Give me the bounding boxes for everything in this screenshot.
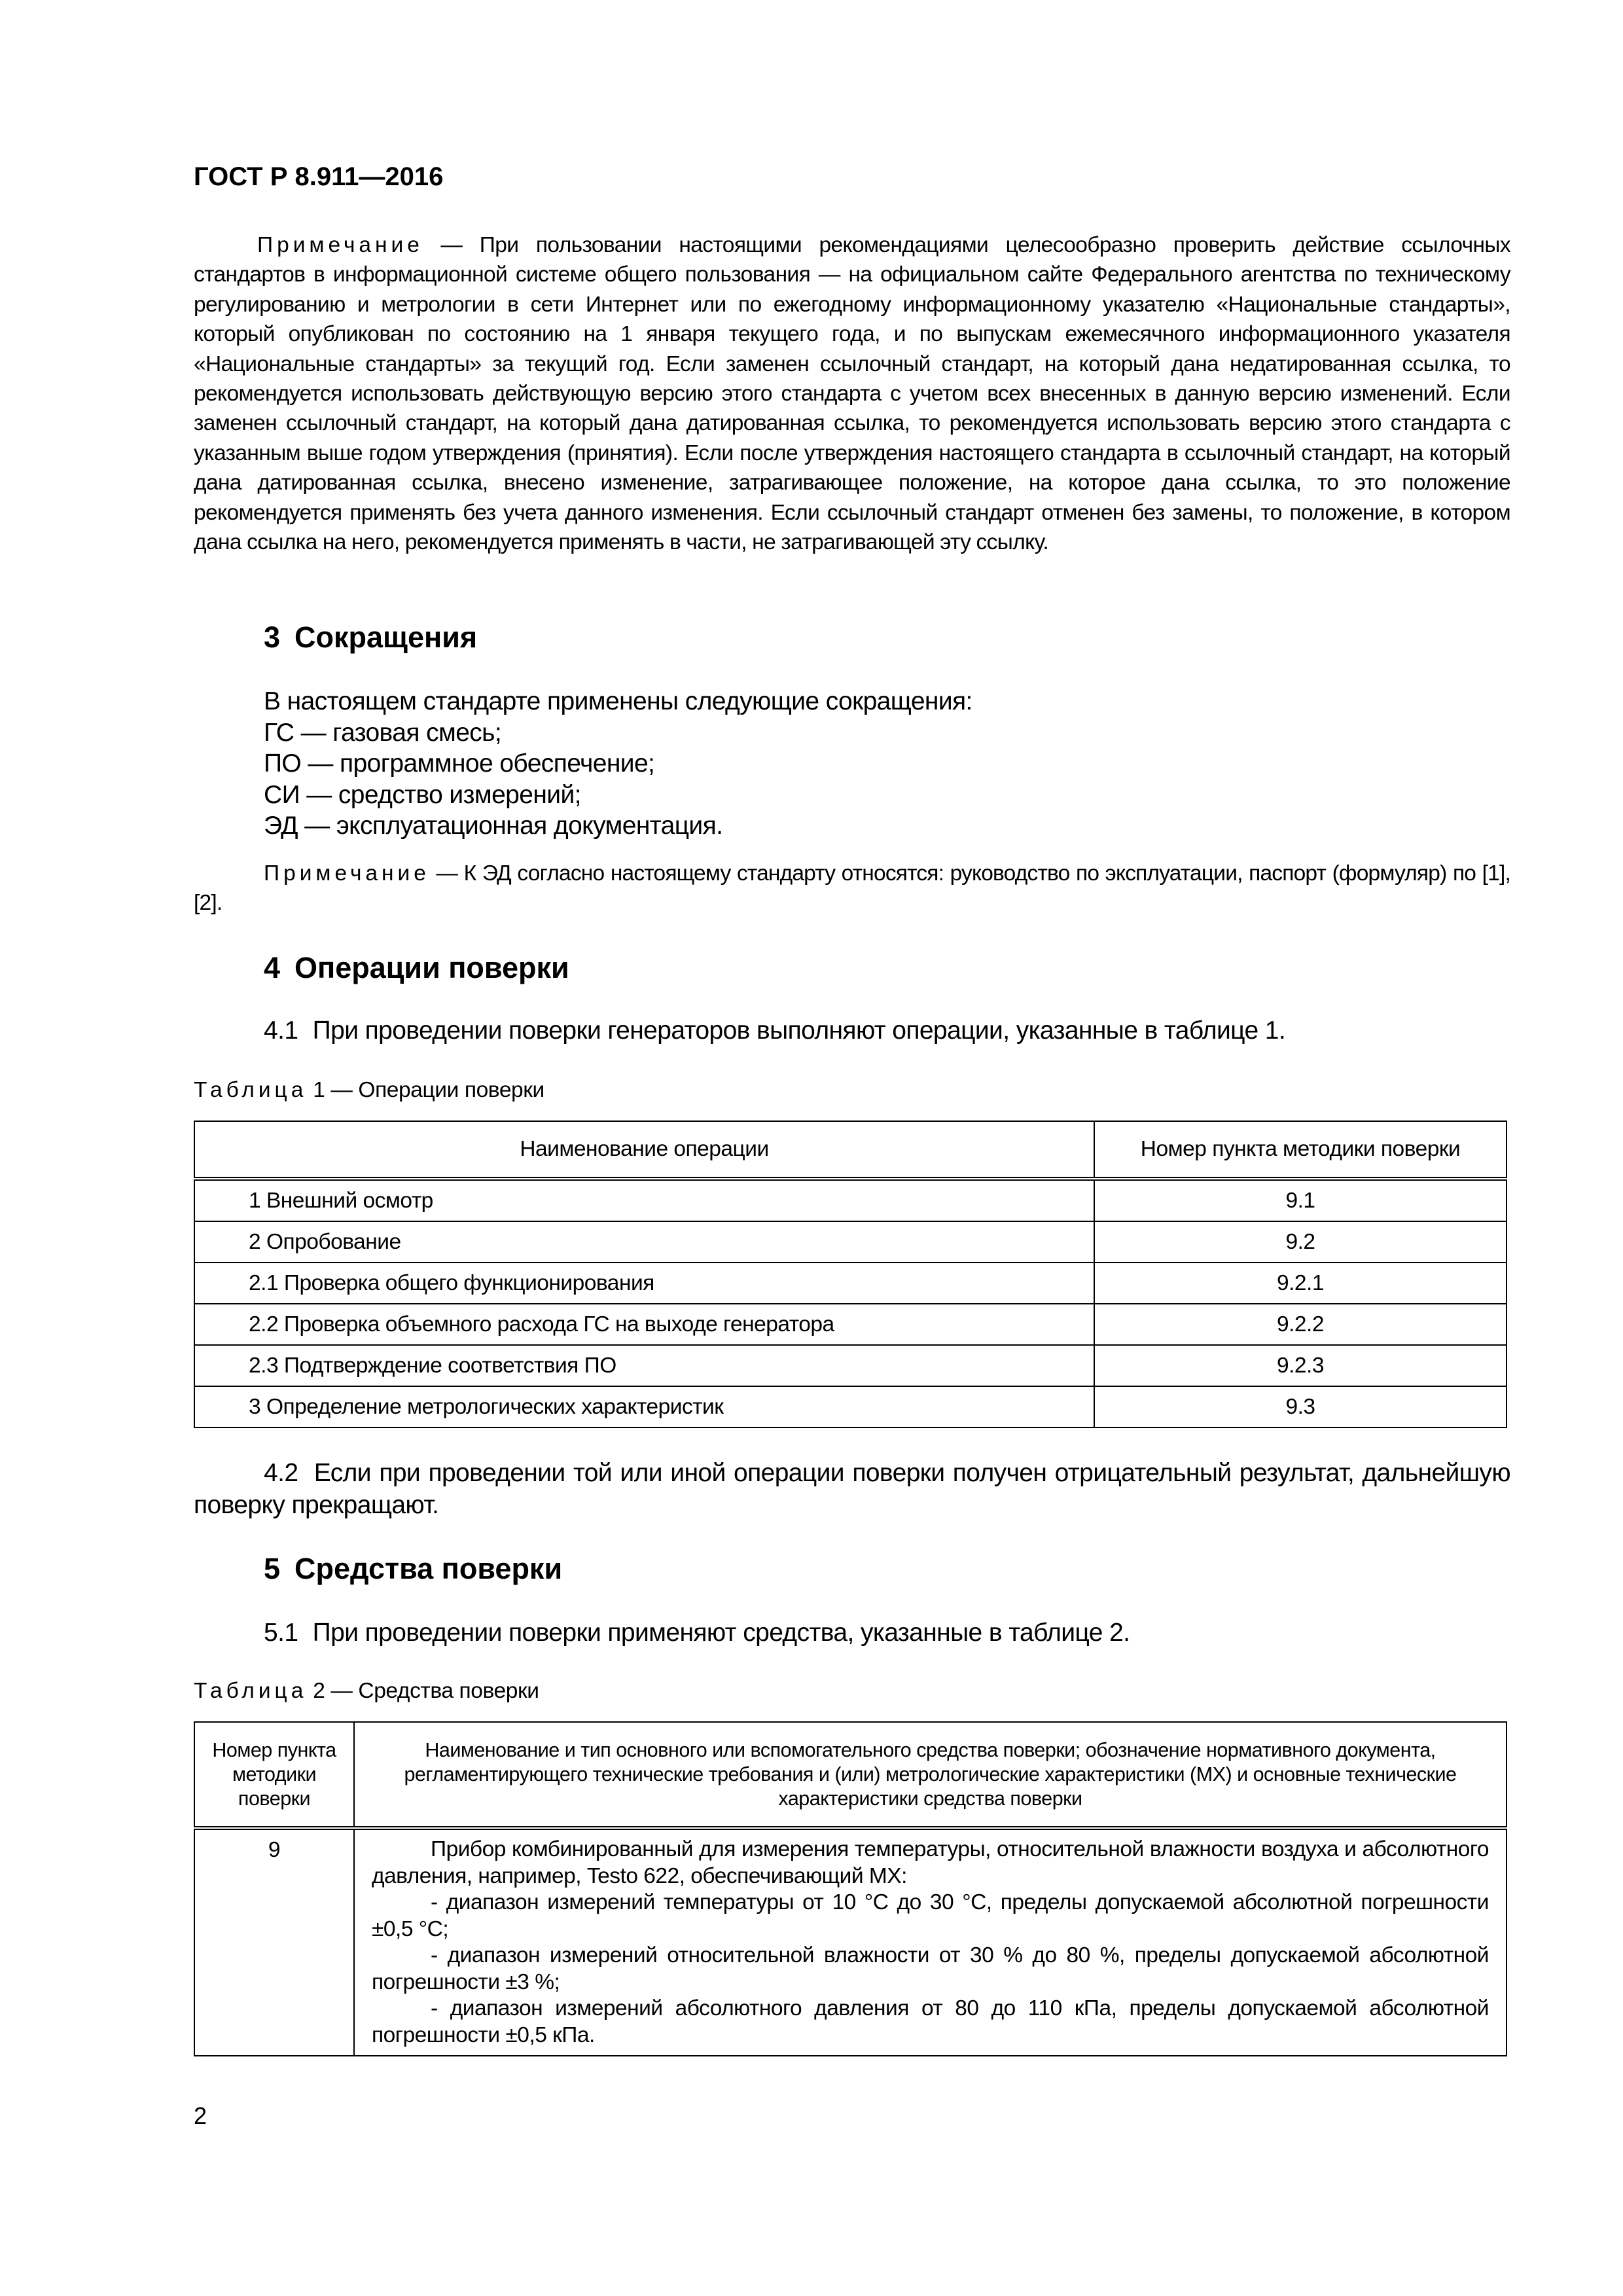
note-text: — При пользовании настоящими рекомендациями целесообразно проверить действие ссылочных стандартов в информационной системе общего пользования — на официальном сайте Федерального агентства по техническому регулированию и метрологии в сети Интернет или по ежегодному информационному указателю «Национальные стандарты», который опубликован по состоянию на 1 января текущего года, и по выпускам ежемесячного информационного указателя «Национальные стандарты» за текущий год. Если заменен ссылочный стандарт, на который дана недатированная ссылка, то рекомендуется использовать действующую версию этого стандарта с учетом всех внесенных в данную версию изменений. Если заменен ссылочный стандарт, на который дана датированная ссылка, то рекомендуется использовать версию этого стандарта с указанным выше годом утверждения (принятия). Если после утверждения настоящего стандарта в ссылочный стандарт, на который дана датированная ссылка, внесено изменение, затрагивающее положение, на которое дана ссылка, то это положение рекомендуется применять без учета данного изменения. Если ссылочный стандарт отменен без замены, то положение, в котором дана ссылка на него, рекомендуется применять в части, не затрагивающей эту ссылку. <box>194 233 1510 555</box>
abbreviations-list <box>264 686 972 842</box>
clause-number: 9.3 <box>1094 1386 1507 1427</box>
table-row <box>194 1828 1507 2056</box>
table-row <box>194 1263 1507 1304</box>
table-1-caption <box>194 1078 544 1103</box>
abbreviation-item: ЭД — эксплуатационная документация. <box>264 812 723 840</box>
paragraph-4-2 <box>194 1457 1510 1521</box>
section-number: 4 <box>264 951 281 984</box>
document-designation: ГОСТ Р 8.911—2016 <box>194 162 444 191</box>
clause-number: 9.2.1 <box>1094 1263 1507 1304</box>
operation-name: 2 Опробование <box>194 1221 1094 1263</box>
operation-name: 1 Внешний осмотр <box>194 1179 1094 1221</box>
paragraph-text: Если при проведении той или иной операции поверки получен отрицательный результат, дальнейшую поверку прекращают. <box>194 1459 1510 1519</box>
note-text: — К ЭД согласно настоящему стандарту относятся: руководство по эксплуатации, паспорт (формуляр) по [1], [2]. <box>194 861 1510 915</box>
section-title: Операции поверки <box>294 951 569 984</box>
abbreviations-intro: В настоящем стандарте применены следующие сокращения: <box>264 687 972 715</box>
means-description <box>354 1828 1507 2056</box>
paragraph-number: 4.1 <box>264 1016 298 1045</box>
operation-name: 2.2 Проверка объемного расхода ГС на выходе генератора <box>194 1304 1094 1345</box>
note-label: Примечание <box>264 861 430 886</box>
caption-label: Таблица <box>194 1679 308 1703</box>
description-bullet: - диапазон измерений абсолютного давления от 80 до 110 кПа, пределы допускаемой абсолютной погрешности ±0,5 кПа. <box>372 1996 1489 2047</box>
section-3-note <box>194 859 1510 918</box>
section-number: 3 <box>264 620 281 654</box>
column-header: Номер пункта методики поверки <box>1094 1121 1507 1179</box>
caption-text: 2 — Средства поверки <box>307 1679 539 1703</box>
abbreviation-item: СИ — средство измерений; <box>264 780 581 809</box>
section-title: Сокращения <box>294 620 478 654</box>
section-5-heading <box>264 1552 562 1586</box>
section-title: Средства поверки <box>294 1552 563 1585</box>
table-2-caption <box>194 1679 539 1704</box>
paragraph-number: 4.2 <box>264 1459 298 1487</box>
table-2-verification-means <box>194 1721 1507 2056</box>
clause-number: 9.1 <box>1094 1179 1507 1221</box>
caption-label: Таблица <box>194 1078 308 1102</box>
intro-note <box>194 230 1510 557</box>
column-header: Наименование операции <box>194 1121 1094 1179</box>
description-bullet: - диапазон измерений относительной влажности от 30 % до 80 %, пределы допускаемой абсолютной погрешности ±3 %; <box>372 1943 1489 1994</box>
clause-number: 9.2 <box>1094 1221 1507 1263</box>
table-1-operations <box>194 1121 1507 1428</box>
paragraph-4-1 <box>194 1014 1510 1047</box>
section-number: 5 <box>264 1552 281 1585</box>
column-header: Наименование и тип основного или вспомогательного средства поверки; обозначение нормативного документа, регламентирующего технические требования и (или) метрологические характеристики (МХ) и основные технические характеристики средства поверки <box>354 1722 1507 1828</box>
table-header-row <box>194 1121 1507 1179</box>
page-number: 2 <box>194 2102 207 2129</box>
operation-name: 2.1 Проверка общего функционирования <box>194 1263 1094 1304</box>
column-header: Номер пункта методики поверки <box>194 1722 354 1828</box>
section-4-heading <box>264 951 569 985</box>
paragraph-text: При проведении поверки генераторов выполняют операции, указанные в таблице 1. <box>312 1016 1286 1045</box>
description-bullet: - диапазон измерений температуры от 10 °С до 30 °С, пределы допускаемой абсолютной погрешности ±0,5 °С; <box>372 1890 1489 1941</box>
table-row <box>194 1345 1507 1386</box>
paragraph-5-1 <box>194 1617 1510 1649</box>
note-label: Примечание <box>257 233 423 257</box>
section-3-heading <box>264 620 477 655</box>
table-row <box>194 1179 1507 1221</box>
table-row <box>194 1221 1507 1263</box>
description-paragraph: Прибор комбинированный для измерения температуры, относительной влажности воздуха и абсолютного давления, например, Testo 622, обеспечивающий МХ: <box>372 1837 1489 1888</box>
abbreviation-item: ПО — программное обеспечение; <box>264 749 655 778</box>
paragraph-text: При проведении поверки применяют средства, указанные в таблице 2. <box>312 1619 1130 1647</box>
paragraph-number: 5.1 <box>264 1619 298 1647</box>
table-row <box>194 1304 1507 1345</box>
caption-text: 1 — Операции поверки <box>307 1078 544 1102</box>
abbreviation-item: ГС — газовая смесь; <box>264 718 502 747</box>
operation-name: 3 Определение метрологических характеристик <box>194 1386 1094 1427</box>
clause-number: 9.2.3 <box>1094 1345 1507 1386</box>
clause-number: 9.2.2 <box>1094 1304 1507 1345</box>
operation-name: 2.3 Подтверждение соответствия ПО <box>194 1345 1094 1386</box>
table-row <box>194 1386 1507 1427</box>
clause-number: 9 <box>194 1828 354 2056</box>
table-header-row <box>194 1722 1507 1828</box>
